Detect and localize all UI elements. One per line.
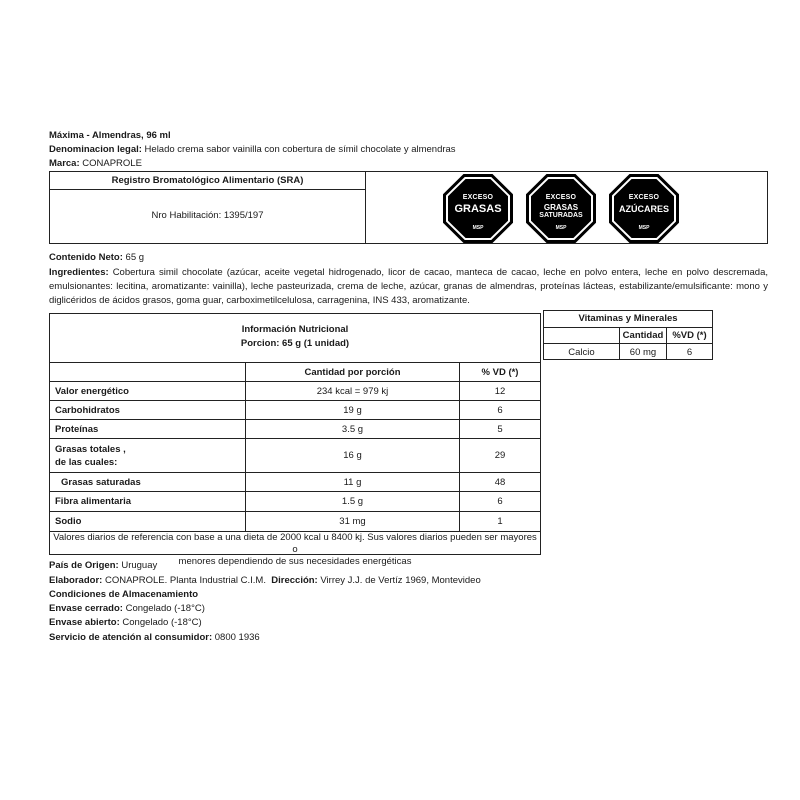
nutrient-amount: 31 mg [246,512,460,531]
vitamin-vd: 6 [686,346,693,358]
direccion-value: Virrey J.J. de Vertíz 1969, Montevideo [317,575,481,586]
elaborador-label: Elaborador: [49,575,103,586]
vitamin-name: Calcio [544,344,620,360]
nutrition-column-header [50,363,540,382]
exceso-grasas-seal-icon [443,174,513,243]
marca-label: Marca: [49,158,80,169]
nutrient-amount: 234 kcal = 979 kj [246,382,460,400]
registro-cell [50,172,366,243]
seal-top-text: EXCESO [628,194,660,201]
nutrient-amount: 16 g [246,439,460,472]
nutrient-amount: 19 g [246,401,460,419]
seal-main-text: GRASAS [454,203,502,215]
seal-msp-text: MSP [638,225,650,231]
nutrient-name: Grasas totales , [55,443,126,455]
condiciones-heading: Condiciones de Almacenamiento [49,589,199,600]
registro-box [49,171,768,244]
ingredientes-value: Cobertura simil chocolate (azúcar, aceite vegetal hidrogenado, licor de cacao, manteca de cacao, leche en polvo entera, leche en polvo descremada, emulsionantes: lecitina, aromatizante: vainilla), leche pasteurizada, crema de leche, azúcar, granas de almendras, proteínas lácteas, estabilizante/emulsificante: mono y diglicéridos de ácidos grasos, goma guar, carboximetilcelulosa, carragenina, INS 433, aromatizante. [49,267,768,306]
nutrition-header [50,314,540,363]
vitamins-title: Vitaminas y Minerales [544,311,712,328]
nutrient-subname: de las cuales: [55,456,118,468]
nutrient-name: Grasas saturadas [50,473,246,491]
servicio-label: Servicio de atención al consumidor: [49,632,213,643]
denominacion-label: Denominacion legal: [49,144,142,155]
contenido-line [49,252,144,264]
cerrado-label: Envase cerrado: [49,603,123,614]
nutrient-vd: 6 [497,496,503,507]
registro-habilitacion: Nro Habilitación: 1395/197 [151,210,264,221]
nutrient-name: Fibra alimentaria [50,492,246,511]
nutrient-vd: 1 [497,516,503,527]
envase-abierto-line [49,617,202,629]
nutrient-vd: 5 [497,423,503,435]
marca-line [49,158,142,170]
origen-line [49,560,157,572]
origen-label: País de Origen: [49,560,119,571]
contenido-value: 65 g [122,252,145,263]
direccion-label: Dirección: [271,575,318,586]
table-row [50,439,540,473]
table-row [50,382,540,401]
abierto-value: Congelado (-18°C) [119,617,202,628]
nutrient-amount: 1.5 g [246,492,460,511]
seal-msp-text: MSP [472,225,484,231]
seal-top-text: EXCESO [462,194,494,201]
nutrient-vd: 12 [494,385,506,397]
nutrient-vd: 48 [494,476,506,488]
table-row [50,420,540,439]
col-amount-header: Cantidad por porción [246,363,460,381]
table-row [50,492,540,512]
abierto-label: Envase abierto: [49,617,120,628]
table-row [544,344,712,360]
col-vd-header: %VD (*) [672,330,707,341]
seal-top-text: EXCESO [545,194,577,201]
exceso-grasas-saturadas-seal-icon [526,174,596,243]
elaborador-value: CONAPROLE. Planta Industrial C.I.M. [102,575,266,586]
seal-main-text: AZÚCARES [618,204,669,214]
nutrient-vd: 6 [497,404,503,416]
footnote-line: menores dependiendo de sus necesidades energéticas [178,556,412,567]
nutrition-title: Información Nutricional [241,324,349,335]
nutrient-amount: 3.5 g [246,420,460,438]
denominacion-value: Helado crema sabor vainilla con cobertura de símil chocolate y almendras [141,144,456,155]
product-name: Máxima - Almendras, 96 ml [49,130,171,141]
nutrient-name: Sodio [50,512,246,531]
origen-value: Uruguay [118,560,158,571]
ingredientes-paragraph [49,266,768,308]
servicio-value: 0800 1936 [212,632,260,643]
table-row [50,512,540,532]
elaborador-line [49,575,481,587]
seal-main-text: GRASAS [543,203,579,212]
nutrient-name: Carbohidratos [50,401,246,419]
servicio-line [49,632,260,644]
nutrient-name: Proteínas [50,420,246,438]
vitamins-column-header [544,328,712,344]
vitamin-amount: 60 mg [620,344,667,360]
contenido-label: Contenido Neto: [49,252,123,263]
registro-title: Registro Bromatológico Alimentario (SRA) [50,172,365,190]
envase-cerrado-line [49,603,205,615]
nutrient-name-cell [50,439,246,472]
nutrition-portion: Porcion: 65 g (1 unidad) [240,338,350,349]
marca-value: CONAPROLE [79,158,142,169]
seal-msp-text: MSP [555,225,567,231]
exceso-azucares-seal-icon [609,174,679,243]
table-row [50,473,540,492]
col-vd-header: % VD (*) [481,366,519,378]
nutrient-name: Valor energético [50,382,246,400]
table-row [50,401,540,420]
footnote-line: Valores diarios de referencia con base a una dieta de 2000 kcal u 8400 kj. Sus valores diarios pueden ser mayores o [53,532,537,555]
warning-seals [443,174,743,243]
nutrient-vd: 29 [494,450,506,461]
nutrient-amount: 11 g [246,473,460,491]
ingredientes-label: Ingredientes: [49,267,109,278]
vitamins-table [543,310,713,360]
col-amount-header: Cantidad [620,328,667,343]
cerrado-value: Congelado (-18°C) [122,603,205,614]
denominacion-line [49,144,456,156]
seal-main-text: SATURADAS [539,212,583,219]
